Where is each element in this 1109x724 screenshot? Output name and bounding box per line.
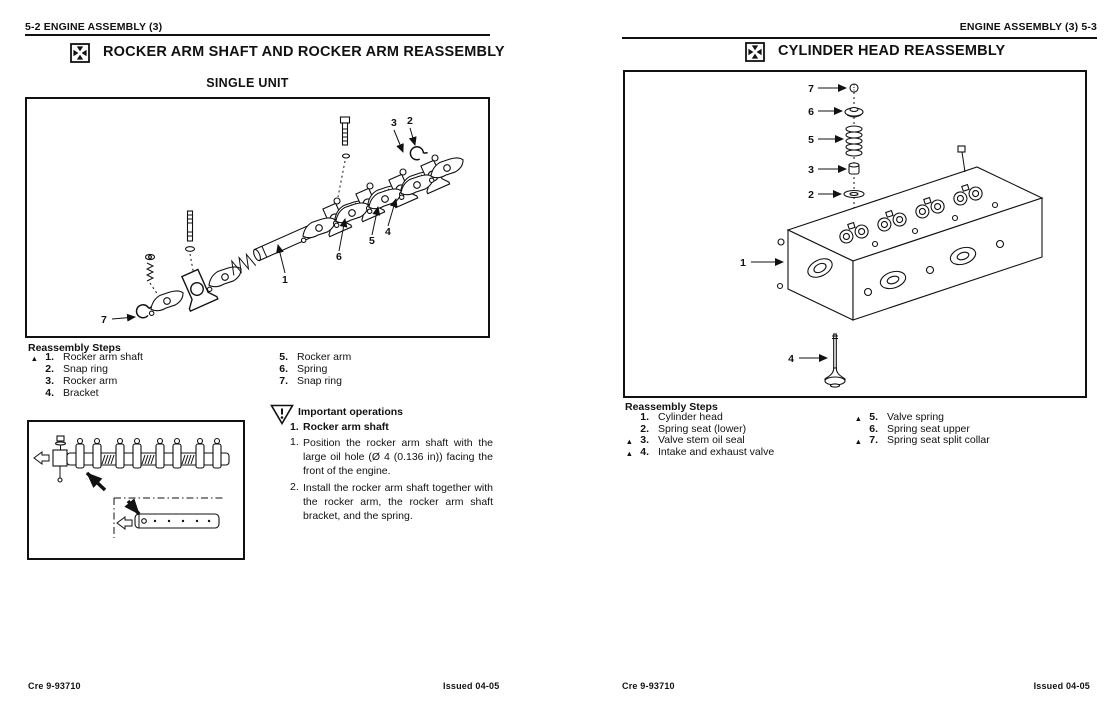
item-number: 1. — [640, 411, 649, 423]
instruction-text: Position the rocker arm shaft with the large oil hole (Ø 4 (0.136 in)) facing the front of the engine. — [303, 437, 493, 478]
item-number: 2. — [45, 363, 54, 376]
callout-3: 3 — [391, 117, 397, 129]
item-label: Spring seat upper — [887, 422, 970, 435]
item-label: Snap ring — [63, 363, 108, 376]
valve-stem-oil-seal — [849, 163, 859, 174]
parts-list-left-col1 — [28, 352, 143, 400]
item-label: Rocker arm — [297, 351, 352, 363]
list-item — [852, 412, 990, 424]
triangle-marker: ▲ — [854, 414, 862, 423]
cylinder-head-block — [778, 146, 1043, 320]
cylinder-head-diagram-box — [623, 70, 1087, 398]
header-rule-right — [622, 37, 1097, 39]
footer-issued-left: Issued 04-05 — [443, 681, 500, 691]
item-label: Valve spring — [887, 411, 945, 423]
item-number: 3. — [45, 375, 54, 388]
valve-spring — [846, 126, 862, 156]
parts-list-right-col2 — [852, 412, 990, 447]
item-number: 1. — [45, 351, 54, 363]
instruction-text: Install the rocker arm shaft together with the rocker arm, the rocker arm shaft bracket, and the spring. — [303, 481, 493, 523]
triangle-marker — [262, 376, 272, 388]
list-item — [623, 435, 774, 447]
triangle-marker: ▲ — [854, 437, 862, 446]
item-label: Intake and exhaust valve — [658, 445, 775, 458]
instruction-step — [290, 481, 493, 524]
assembled-shaft-view — [34, 436, 229, 490]
reassembly-heading-right: Reassembly Steps — [625, 401, 718, 413]
diagram-callouts — [101, 115, 415, 326]
important-step-title — [290, 421, 389, 433]
item-number: 6. — [279, 363, 288, 376]
item-label: Spring seat split collar — [887, 434, 990, 446]
callout-7: 7 — [808, 83, 814, 95]
section-title-right: CYLINDER HEAD REASSEMBLY — [778, 43, 1006, 59]
oil-hole-detail-box — [27, 420, 245, 560]
important-steps — [290, 436, 493, 525]
triangle-marker: ▲ — [625, 437, 633, 446]
page-header-right: ENGINE ASSEMBLY (3) 5-3 — [959, 21, 1097, 33]
rocker-bracket-clusters — [296, 153, 466, 243]
rocker-arm-exploded-diagram — [27, 99, 488, 336]
step-number: 1. — [290, 421, 299, 433]
callout-4: 4 — [385, 226, 391, 238]
triangle-marker — [623, 424, 633, 436]
snap-ring-rear — [408, 144, 428, 164]
item-number: 7. — [869, 434, 878, 446]
page-header-left: 5-2 ENGINE ASSEMBLY (3) — [25, 21, 163, 33]
adjusting-stud — [186, 211, 196, 281]
section-marker-icon — [70, 43, 90, 63]
callout-4: 4 — [788, 353, 794, 365]
bare-shaft-view — [114, 498, 225, 538]
intake-exhaust-valve — [825, 334, 845, 387]
item-number: 5. — [869, 411, 878, 423]
reassembly-heading-left: Reassembly Steps — [28, 342, 121, 354]
footer-doc-number-right: Cre 9-93710 — [622, 681, 675, 691]
item-number: 4. — [45, 387, 54, 400]
callout-2: 2 — [808, 189, 814, 201]
callout-5: 5 — [808, 134, 814, 146]
list-item — [852, 435, 990, 447]
item-number: 6. — [869, 422, 878, 435]
item-label: Spring seat (lower) — [658, 422, 747, 435]
footer-doc-number-left: Cre 9-93710 — [28, 681, 81, 691]
triangle-marker — [623, 412, 633, 424]
cylinder-head-exploded-diagram — [625, 72, 1085, 396]
washer-and-small-spring — [146, 254, 159, 295]
instruction-number: 2. — [290, 480, 299, 493]
triangle-marker — [28, 364, 38, 376]
triangle-marker — [262, 352, 272, 364]
footer-issued-right: Issued 04-05 — [1033, 681, 1090, 691]
list-item — [623, 447, 774, 459]
callout-1: 1 — [740, 257, 746, 269]
large-oil-hole-arrow — [128, 501, 139, 514]
list-item — [28, 388, 143, 400]
item-label: Snap ring — [297, 375, 342, 388]
callout-2: 2 — [407, 115, 413, 127]
mounting-bolt — [338, 117, 350, 197]
right-page — [560, 0, 1109, 724]
item-number: 2. — [640, 422, 649, 435]
spring-seat-upper — [845, 108, 863, 118]
spring-seat-lower — [844, 191, 864, 198]
item-number: 5. — [279, 351, 288, 363]
important-operations-heading: Important operations — [298, 406, 404, 418]
oil-hole-detail-diagram — [29, 422, 243, 558]
item-label: Spring — [297, 363, 328, 376]
parts-list-right-col1 — [623, 412, 774, 458]
item-label: Rocker arm shaft — [63, 351, 143, 363]
snap-ring-front — [135, 303, 152, 320]
item-label: Rocker arm — [63, 375, 118, 388]
triangle-marker — [852, 424, 862, 436]
callout-6: 6 — [808, 106, 814, 118]
callout-3: 3 — [808, 164, 814, 176]
item-number: 7. — [279, 375, 288, 388]
triangle-marker — [28, 376, 38, 388]
list-item — [262, 376, 351, 388]
list-item — [623, 412, 774, 424]
section-subtitle: SINGLE UNIT — [206, 76, 289, 90]
triangle-marker — [262, 364, 272, 376]
item-number: 4. — [640, 445, 649, 458]
triangle-marker: ▲ — [30, 354, 38, 363]
instruction-number: 1. — [290, 436, 299, 448]
triangle-marker: ▲ — [625, 448, 633, 458]
callout-7: 7 — [101, 314, 107, 326]
item-label: Cylinder head — [658, 411, 723, 423]
item-label: Bracket — [63, 387, 99, 400]
callout-1: 1 — [282, 274, 288, 286]
triangle-marker — [28, 388, 38, 400]
section-marker-icon — [745, 42, 765, 62]
instruction-step — [290, 436, 493, 479]
step-title-text: Rocker arm shaft — [303, 421, 389, 433]
callout-5: 5 — [369, 235, 375, 247]
item-label: Valve stem oil seal — [658, 434, 745, 446]
header-rule-left — [25, 34, 490, 36]
split-collar — [850, 84, 858, 92]
oil-hole-pointer-arrow — [87, 473, 105, 490]
callout-6: 6 — [336, 251, 342, 263]
rocker-arm-diagram-box — [25, 97, 490, 338]
section-title-left: ROCKER ARM SHAFT AND ROCKER ARM REASSEMBLY — [103, 44, 505, 60]
item-number: 3. — [640, 434, 649, 446]
parts-list-left-col2 — [262, 352, 351, 388]
